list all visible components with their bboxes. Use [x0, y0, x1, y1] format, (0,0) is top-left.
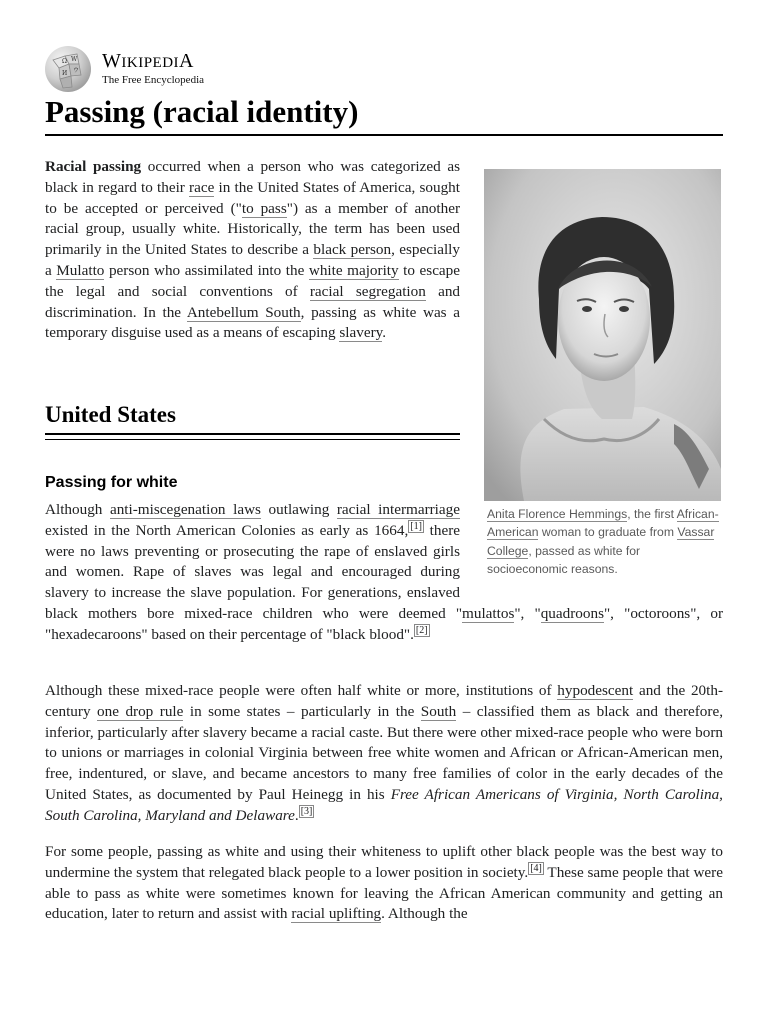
link-to-pass[interactable]: to pass	[241, 199, 287, 217]
intro-paragraph: Racial passing occurred when a person who was categorized as black in regard to their race in the United States of America, sought to be accepted or perceived ("to pass") as a member of another racial group, usually white. Historically, the term has been used primarily in the United States to describe a black person, especially a Mulatto person who assimilated into the white majority to escape the legal and social conventions of racial segregation and discrimination. In the Antebellum South, passing as white was a temporary disguise used as a means of escaping slavery.	[45, 158, 461, 342]
wikipedia-globe-icon	[45, 46, 91, 92]
link-anti-miscegenation-laws[interactable]: anti-miscegenation laws	[109, 501, 261, 518]
figure-float-spacer	[460, 500, 723, 584]
link-mulattos[interactable]: mulattos	[462, 604, 515, 622]
caption-link-african-american[interactable]: African-American	[487, 507, 719, 540]
tagline: The Free Encyclopedia	[102, 74, 205, 86]
link-racial-uplifting[interactable]: racial uplifting	[291, 905, 382, 923]
link-one-drop-rule[interactable]: one drop rule	[97, 702, 184, 720]
svg-text:ウ: ウ	[73, 67, 80, 74]
section-divider-thin	[45, 439, 460, 440]
link-black-person[interactable]: black person	[313, 241, 392, 259]
svg-text:Ω: Ω	[62, 58, 67, 65]
page-title: Passing (racial identity)	[45, 92, 723, 136]
section-heading-united-states: United States	[45, 402, 176, 427]
subsection-heading-passing-for-white: Passing for white	[45, 474, 178, 491]
citation-4[interactable]: [4]	[530, 862, 542, 874]
section-divider	[45, 433, 460, 435]
link-slavery[interactable]: slavery	[339, 324, 383, 342]
link-mulatto[interactable]: Mulatto	[56, 261, 105, 279]
link-race[interactable]: race	[189, 178, 215, 196]
citation-1[interactable]: [1]	[410, 520, 422, 532]
citation-2[interactable]: [2]	[415, 624, 428, 636]
link-racial-segregation[interactable]: racial segregation	[309, 282, 426, 300]
intro-bold-term: Racial passing	[45, 158, 142, 175]
link-south[interactable]: South	[420, 702, 457, 720]
wikipedia-logo[interactable]	[45, 46, 245, 92]
paragraph-passing-1: Although anti-miscegenation laws outlawing racial intermarriage existed in the North American Colonies as early as 1664, [1] there were no laws preventing or prosecuting the rape of enslaved girls and women. Rape of slaves was legal and encouraged during slavery to increase the slave population. For generations, enslaved black mothers bore mixed-race children who were deemed "mulattos", "quadroons", "octoroons", or "hexadecaroons" based on their percentage of "black blood". [2]	[45, 501, 723, 643]
caption-link-vassar-college[interactable]: Vassar College	[487, 525, 715, 558]
book-title: Free African Americans of Virginia, North Carolina, South Carolina, Maryland and Delaware	[45, 785, 723, 824]
link-racial-intermarriage[interactable]: racial intermarriage	[336, 501, 460, 518]
figure-caption: Anita Florence Hemmings, the first African-American woman to graduate from Vassar College, passed as white for socioeconomic reasons.	[487, 507, 719, 576]
link-quadroons[interactable]: quadroons	[540, 604, 604, 622]
portrait-image	[484, 169, 721, 501]
link-antebellum-south[interactable]: Antebellum South	[186, 303, 301, 321]
paragraph-passing-3: For some people, passing as white and using their whiteness to uplift other black people was the best way to undermine the system that relegated black people to a lower position in society. [4] These same people that were able to pass as white were sometimes known for leaving the African American community and getting an education, later to return and assist with racial uplifting. Although the	[45, 843, 723, 923]
caption-link-anita-hemmings[interactable]: Anita Florence Hemmings	[487, 507, 628, 521]
link-white-majority[interactable]: white majority	[308, 261, 399, 279]
paragraph-passing-2: Although these mixed-race people were often half white or more, institutions of hypodescent and the 20th-century one drop rule in some states – particularly in the South – classified them as black and therefore, inferior, particularly after slavery became a racial caste. But there were other mixed-race people who were born to unions or marriages in colonial Virginia between free white women and African or African-American men, free, indentured, or slave, and became ancestors to many free families of color in the early decades of the United States, as documented by Paul Heinegg in his Free African Americans of Virginia, North Carolina, South Carolina, Maryland and Delaware. [3]	[45, 682, 724, 824]
link-hypodescent[interactable]: hypodescent	[557, 682, 634, 699]
svg-text:И: И	[62, 70, 68, 77]
wikipedia-wordmark: WIKIPEDIA	[102, 50, 194, 72]
svg-text:W: W	[71, 56, 78, 63]
citation-3[interactable]: [3]	[300, 805, 313, 817]
